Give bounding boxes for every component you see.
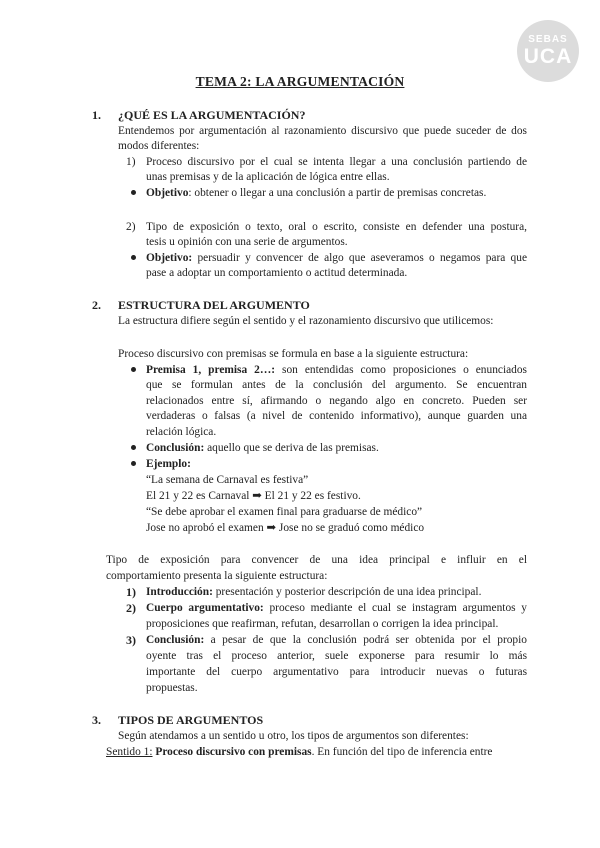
s1-objective-2-line2: pase a adoptar un comportamiento o actitud determinada.: [146, 267, 408, 279]
s2-example-4: Jose no aprobó el examen ➡ Jose no se graduó como médico: [146, 522, 425, 534]
section-2-number: 2.: [92, 298, 101, 312]
s2-premisa-line5: relación lógica.: [146, 426, 217, 438]
section-3-number: 3.: [92, 713, 101, 727]
s2-example-1: “La semana de Carnaval es festiva”: [146, 474, 309, 486]
s2-intro: La estructura difiere según el sentido y el razonamiento discursivo que utilicemos:: [118, 315, 494, 327]
bullet: [131, 461, 136, 466]
s1-item2-line1: Tipo de exposición o texto, oral o escrito, consiste en defender una postura,: [146, 221, 527, 233]
s1-intro-line1: Entendemos por argumentación al razonamiento discursivo que puede suceder de dos: [118, 125, 527, 137]
s3-intro: Según atendamos a un sentido u otro, los tipos de argumentos son diferentes:: [118, 730, 469, 742]
s1-item2-line2: tesis u opinión con una serie de argumentos.: [146, 236, 348, 248]
s2-te-line1: Tipo de exposición para convencer de una idea principal e influir en el: [106, 554, 527, 566]
s1-objective-2-line1: Objetivo: persuadir y convencer de algo que aseveramos o negamos para que: [146, 252, 527, 264]
s2-example-3: “Se debe aprobar el examen final para graduarse de médico”: [146, 506, 423, 518]
s1-item1-line2: unas premisas y de la aplicación de lógica entre ellas.: [146, 171, 390, 183]
s2-premisa-line4: verdaderas o falsas (a nivel de contenido informativo), aunque guarden una: [146, 410, 527, 422]
s2-list-number-2: 2): [126, 601, 136, 615]
logo-line2: UCA: [523, 45, 573, 68]
s2-list-number-1: 1): [126, 585, 136, 599]
s2-ejemplo-label: Ejemplo:: [146, 458, 191, 470]
s2-premisa-line1: Premisa 1, premisa 2…: son entendidas como proposiciones o enunciados: [146, 364, 527, 376]
s2-conclusion2-line3: importante del cuerpo argumentativo para introducir nuevas o futuras: [146, 666, 527, 678]
section-1-heading: ¿QUÉ ES LA ARGUMENTACIÓN?: [118, 108, 306, 122]
s1-item2-number: 2): [126, 221, 136, 233]
page-title: TEMA 2: LA ARGUMENTACIÓN: [195, 74, 405, 89]
logo: [517, 20, 579, 82]
s1-item1-number: 1): [126, 156, 136, 168]
s2-conclusion2-line4: propuestas.: [146, 682, 198, 694]
s2-conclusion2-line1: Conclusión: a pesar de que la conclusión podrá ser obtenida por el propio: [146, 634, 527, 646]
section-2-heading: ESTRUCTURA DEL ARGUMENTO: [118, 298, 310, 312]
section-3-heading: TIPOS DE ARGUMENTOS: [118, 713, 264, 727]
s2-pd-intro: Proceso discursivo con premisas se formula en base a la siguiente estructura:: [118, 348, 469, 360]
s2-cuerpo-line2: proposiciones que reafirman, refutan, desarrollan o corrigen la idea principal.: [146, 618, 499, 630]
bullet: [131, 445, 136, 450]
s1-objective-1: Objetivo: obtener o llegar a una conclusión a partir de premisas concretas.: [146, 187, 487, 199]
s1-item1-line1: Proceso discursivo por el cual se intenta llegar a una conclusión partiendo de: [146, 156, 527, 168]
s2-premisa-line3: relacionados entre sí, afirmando o negando algo en concreto. Pueden ser: [146, 395, 527, 407]
s2-conclusion: Conclusión: aquello que se deriva de las premisas.: [146, 442, 379, 454]
s2-introduccion: Introducción: presentación y posterior descripción de una idea principal.: [146, 586, 482, 598]
s2-cuerpo-line1: Cuerpo argumentativo: proceso mediante el cual se instagram argumentos y: [146, 602, 527, 614]
bullet: [131, 367, 136, 372]
s2-list-number-3: 3): [126, 633, 136, 647]
s2-conclusion2-line2: oyente tras el proceso anterior, suele exponerse para resumir lo más: [146, 650, 527, 662]
s2-premisa-line2: que se formulan antes de la conclusión del argumento. Se encuentran: [146, 379, 527, 391]
logo-line1: SEBAS: [528, 34, 568, 45]
bullet: [131, 255, 136, 260]
section-1-number: 1.: [92, 108, 101, 122]
s2-te-line2: comportamiento presenta la siguiente estructura:: [106, 570, 328, 582]
s1-intro-line2: modos diferentes:: [118, 140, 200, 152]
s2-example-2: El 21 y 22 es Carnaval ➡ El 21 y 22 es festivo.: [146, 490, 361, 502]
s3-sentido-line: Sentido 1: Proceso discursivo con premisas. En función del tipo de inferencia entre: [106, 746, 493, 758]
bullet: [131, 190, 136, 195]
